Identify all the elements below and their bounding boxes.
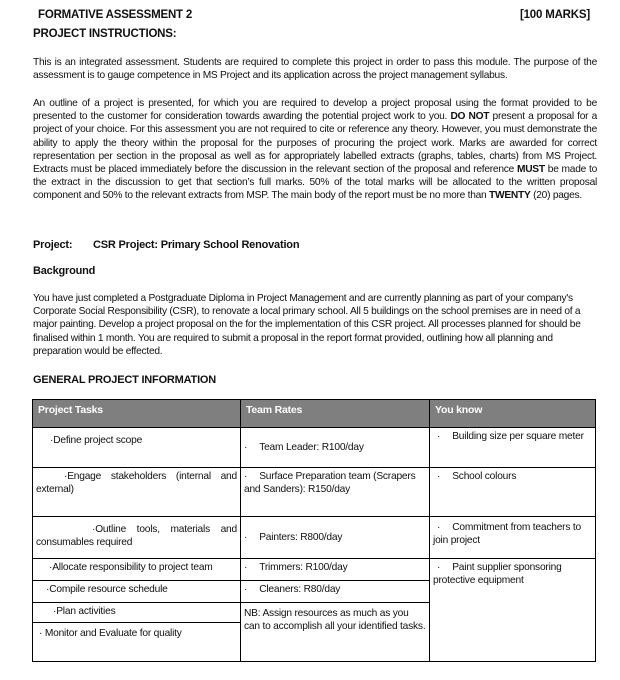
column-header-you-know: You know [430,400,596,428]
table-row [33,517,596,559]
bullet-icon: · [244,442,248,453]
bullet-icon: · [437,562,441,573]
task-cell: ·Compile resource schedule [33,581,241,603]
know-cell [430,468,596,517]
general-info-table [32,399,596,662]
know-text: Commitment from teachers to join project [433,522,581,546]
rate-cell [241,428,430,468]
outline-text: An outline of a project is presented, for which you are required to develop a project proposal using the format provided to be presented to the customer for consideration towards awarding the potential project work to you. [33,98,597,123]
background-paragraph: You have just completed a Postgraduate Diploma in Project Management and are currently planning as part of your company's Corporate Social Responsibility (CSR), to renovate a local primary school. All 5 buildings on the school premises are in need of a major painting. Develop a project proposal on the for the implementation of this CSR project. All processes planned for should be finalised within 1 month. You are required to submit a proposal in the report format provided, outlining how all planning and preparation would be effected. [33,293,581,357]
task-cell: · Monitor and Evaluate for quality [33,623,241,662]
assessment-title: FORMATIVE ASSESSMENT 2 [38,9,193,21]
rate-cell [241,581,430,603]
emphasis-twenty: TWENTY [489,190,531,202]
project-name: CSR Project: Primary School Renovation [93,239,300,251]
project-label: Project: [33,239,73,251]
bullet-icon: · [437,431,441,442]
know-cell [430,517,596,559]
rate-text: Cleaners: R80/day [259,584,341,595]
instructions-heading: PROJECT INSTRUCTIONS: [33,28,177,40]
outline-text: be made to the extract in the discussion to get that section’s full marks. 50% of the total marks will be allocated to the written proposal component and 50% to the relevant extracts from MSP. The main body of the report must be no more than [33,164,597,202]
outline-text: (20) pages. [530,190,582,202]
rate-cell [241,517,430,559]
outline-text: present a proposal for a project of your choice. For this assessment you are not required to cite or reference any theory. However, you must demonstrate the ability to apply the theory within the proposal for the purposes of procuring the project work. Marks are awarded for correct representation per section in the proposal as well as for appropriately labelled extracts (graphs, tables, charts) from MS Project. Extracts must be placed immediately before the discussion in the relevant section of the proposal and reference [33,111,597,176]
know-cell [430,559,596,662]
general-info-heading: GENERAL PROJECT INFORMATION [33,374,217,386]
project-line [33,239,300,251]
know-text: Building size per square meter [452,431,584,442]
rate-text: Trimmers: R100/day [259,562,348,573]
task-cell: ·Define project scope [33,428,241,468]
emphasis-must: MUST [516,164,545,176]
know-text: Paint supplier sponsoring protective equipment [433,562,562,586]
emphasis-do-not: DO NOT [450,111,490,123]
bullet-icon: · [244,562,248,573]
bullet-icon: · [437,522,441,533]
rate-text: Surface Preparation team (Scrapers and Sanders): R150/day [244,471,416,495]
table-header-row [33,400,596,428]
task-cell: ·Allocate responsibility to project team [33,559,241,581]
know-cell [430,428,596,468]
know-text: School colours [452,471,517,482]
rate-cell [241,468,430,517]
bullet-icon: · [437,471,441,482]
intro-paragraph: This is an integrated assessment. Students are required to complete this project in order to pass this module. The purpose of the assessment is to gauge competence in MS Project and its application across the project management syllabus. [33,57,597,82]
outline-paragraph [33,97,597,203]
table-row [33,559,596,581]
rate-text: Painters: R800/day [259,532,343,543]
column-header-rates: Team Rates [241,400,430,428]
bullet-icon: · [244,584,248,595]
rate-text: Team Leader: R100/day [259,442,364,453]
task-cell: ·Outline tools, materials and consumables required [33,517,241,559]
rates-note-cell: NB: Assign resources as much as you can to accomplish all your identified tasks. [241,603,430,662]
document-header [38,9,590,21]
task-cell: ·Plan activities [33,603,241,623]
table-row [33,428,596,468]
background-heading: Background [33,265,96,277]
total-marks: [100 MARKS] [519,9,590,21]
column-header-tasks: Project Tasks [33,400,241,428]
table-row [33,468,596,517]
task-cell: ·Engage stakeholders (internal and external) [33,468,241,517]
rate-cell [241,559,430,581]
bullet-icon: · [244,471,248,482]
bullet-icon: · [244,532,248,543]
